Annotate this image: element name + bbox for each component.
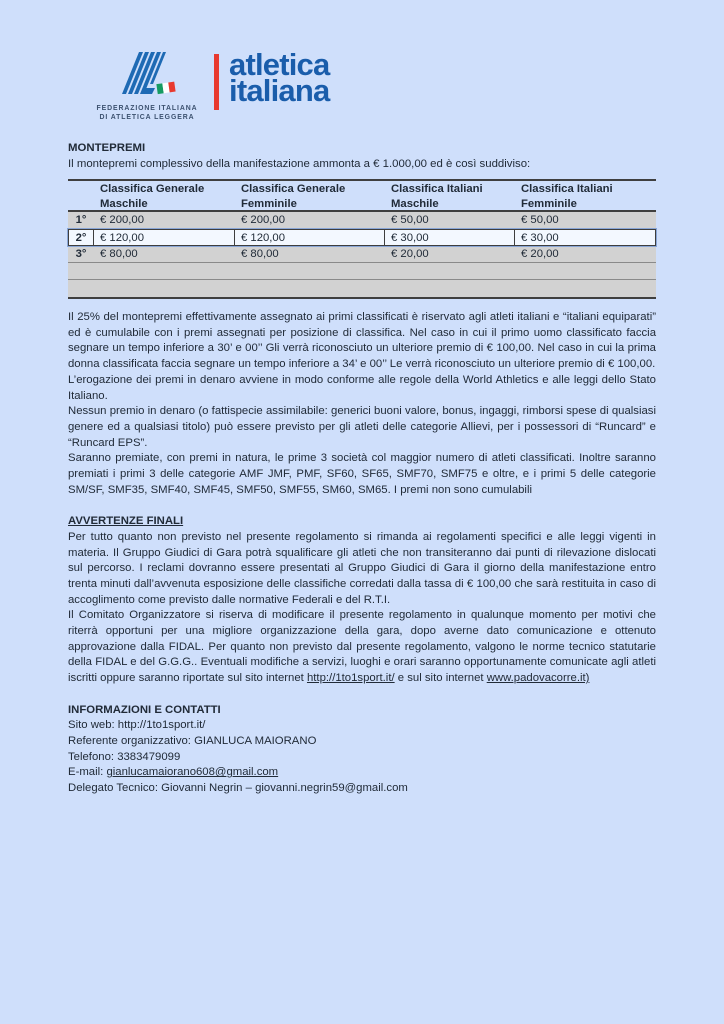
federation-name-line2: DI ATLETICA LEGGERA [99, 114, 195, 121]
table-header-cell: Classifica Italiani Maschile [391, 183, 483, 211]
prize-cell: € 20,00 [391, 248, 429, 261]
federation-name-line1: FEDERAZIONE ITALIANA [96, 105, 198, 112]
paragraph [68, 373, 656, 404]
text-segment: Nessun premio in denaro (o fattispecie assimilabile: generici buoni valore, bonus, ingaggi, rimborsi spese di qualsiasi genere ed a qualsiasi titolo) può essere previsto per gli atleti delle categorie Allievi, per i possessori di “Runcard” e “Runcard EPS”. [68, 405, 656, 449]
table-header-cell: Classifica Italiani Femminile [521, 183, 613, 211]
paragraph [68, 530, 656, 609]
montepremi-section [68, 141, 656, 299]
brand-wordmark-line1: atletica [229, 47, 330, 82]
contact-line [68, 781, 656, 797]
prize-cell: € 80,00 [241, 248, 279, 261]
fidal-logo-icon [111, 50, 183, 100]
header [88, 47, 330, 122]
federation-name [97, 104, 198, 122]
link[interactable]: gianlucamaiorano608@gmail.com [106, 766, 279, 779]
table-empty-row [68, 280, 656, 297]
text-segment: Referente organizzativo: GIANLUCA MAIORANO [68, 734, 317, 747]
logo-divider-bar [214, 54, 219, 110]
rank-cell: 3° [75, 248, 87, 261]
table-header-row [68, 181, 656, 212]
text-segment: E-mail: [68, 766, 107, 779]
table-row [68, 229, 656, 246]
prize-cell: € 120,00 [94, 230, 235, 245]
prize-cell: € 20,00 [521, 248, 559, 261]
table-header-cell: Classifica Generale Femminile [241, 183, 346, 211]
montepremi-title: MONTEPREMI [68, 142, 146, 154]
table-empty-row [68, 263, 656, 280]
contact-line [68, 765, 656, 781]
text-segment: Il 25% del montepremi effettivamente assegnato ai primi classificati è riservato agli atleti italiani e “italiani equiparati” ed è cumulabile con i premi assegnati per posizione di classifica. Nel caso in cui il primo uomo classificato faccia segnare un tempo inferiore a 30’ e 00’’ Gli verrà riconosciuto un ulteriore premio di € 100,00. Nel caso in cui la prima donna classificata faccia segnare un tempo inferiore a 34’ e 00’’ Le verrà riconosciuto un ulteriore premio di € 100,00. [68, 311, 656, 371]
section-heading: INFORMAZIONI E CONTATTI [68, 703, 221, 716]
link[interactable]: www.padovacorre.it) [486, 672, 590, 685]
text-segment: Delegato Tecnico: Giovanni Negrin – giovanni.negrin59@gmail.com [68, 782, 408, 795]
montepremi-intro: Il montepremi complessivo della manifestazione ammonta a € 1.000,00 ed è così suddiviso: [68, 157, 531, 170]
paragraph [68, 608, 656, 687]
table-row [68, 246, 656, 263]
prize-table [68, 179, 656, 299]
rank-cell: 2° [68, 230, 94, 245]
blank-line [68, 498, 656, 514]
brand-wordmark [229, 47, 330, 108]
section-heading: AVVERTENZE FINALI [68, 515, 184, 528]
prize-cell: € 30,00 [385, 230, 515, 245]
prize-cell: € 30,00 [515, 230, 656, 245]
paragraph [68, 310, 656, 373]
text-segment: Per tutto quanto non previsto nel presente regolamento si rimanda ai regolamenti specifici e alle leggi vigenti in materia. Il Gruppo Giudici di Gara potrà squalificare gli atleti che non transiteranno dai punti di rilevazione dislocati sul percorso. I reclami dovranno essere presentati al Gruppo Giudici di Gara il giorno della manifestazione entro trenta minuti dall’avvenuta esposizione delle classifiche corredati dalla tassa di € 100,00 che sarà restituita in caso di accoglimento come previsto dalle normative Federali e del R.T.I. [68, 530, 656, 606]
contact-line [68, 718, 656, 734]
prize-cell: € 80,00 [100, 248, 138, 261]
text-segment: Telefono: 3383479099 [68, 750, 181, 763]
fidal-logo [88, 50, 206, 122]
table-header-cell [68, 181, 94, 182]
rank-cell: 1° [75, 214, 87, 227]
prize-cell: € 50,00 [391, 214, 429, 227]
link[interactable]: http://1to1sport.it/ [306, 672, 395, 685]
prize-cell: € 120,00 [235, 230, 385, 245]
prize-cell: € 200,00 [241, 214, 285, 227]
prize-cell: € 50,00 [521, 214, 559, 227]
prize-cell: € 200,00 [100, 214, 144, 227]
text-segment: Il Comitato Organizzatore si riserva di modificare il presente regolamento in qualunque momento per motivi che riterrà opportuni per una migliore organizzazione della gara, dopo averne dato comunicazione e ottenuto approvazione dalla FIDAL. Per quanto non previsto dal presente regolamento, valgono le norme tecnico statutarie della FIDAL e del G.G.G.. Eventuali modifiche a servizi, luoghi e orari saranno opportunamente comunicate agli atleti iscritti oppure saranno riportate sul sito internet [68, 609, 656, 685]
paragraph [68, 404, 656, 451]
contact-line [68, 734, 656, 750]
text-segment: Sito web: http://1to1sport.it/ [68, 719, 206, 732]
text-segment: e sul sito internet [394, 672, 487, 685]
text-segment: Saranno premiate, con premi in natura, le prime 3 società col maggior numero di atleti classificati. Inoltre saranno premiati i primi 3 delle categorie AMF JMF, PMF, SF60, SF65, SMF70, SMF75 e oltre, e i primi 5 delle categorie SM/SF, SMF35, SMF40, SMF45, SMF50, SMF55, SM60, SM65. I premi non sono cumulabili [68, 452, 656, 496]
table-row [68, 212, 656, 229]
text-segment: L’erogazione dei premi in denaro avviene in modo conforme alle regole della World Athletics e alle leggi dello Stato Italiano. [68, 373, 656, 402]
blank-line [68, 687, 656, 703]
body-flow [68, 310, 656, 797]
contact-line [68, 750, 656, 766]
paragraph [68, 451, 656, 498]
table-header-cell: Classifica Generale Maschile [100, 183, 205, 211]
brand-wordmark-line2: italiana [229, 73, 330, 108]
